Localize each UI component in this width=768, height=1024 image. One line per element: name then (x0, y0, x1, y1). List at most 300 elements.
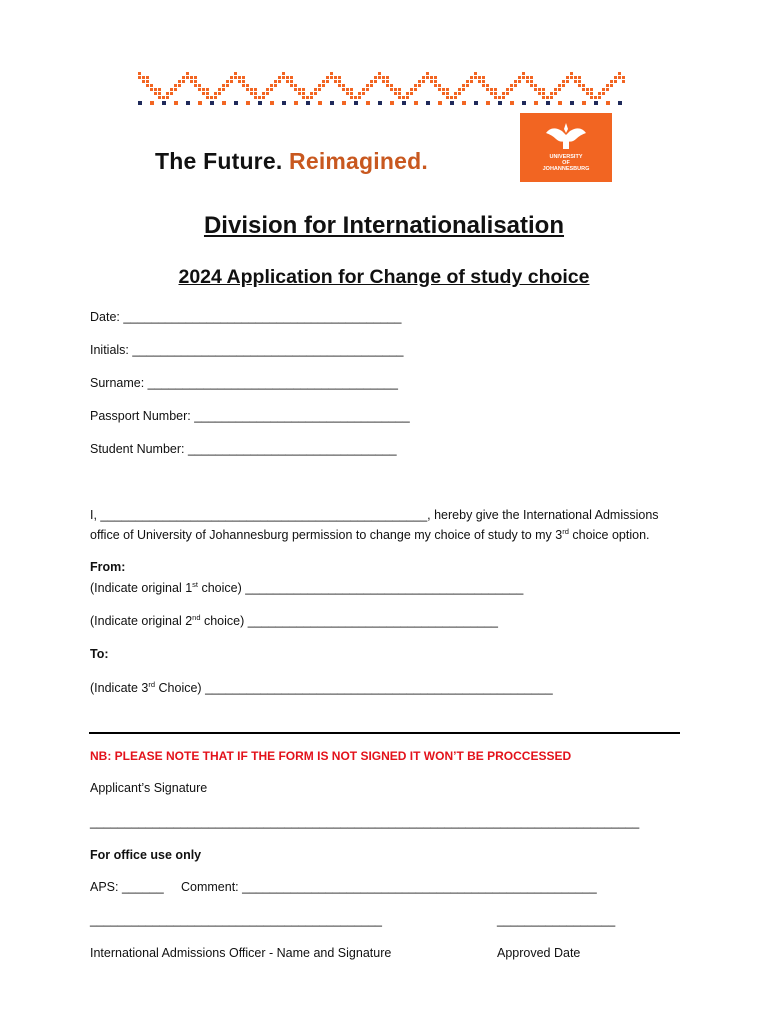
pattern-square (486, 84, 489, 87)
pattern-square (618, 76, 621, 79)
second-choice-sup: nd (192, 613, 201, 622)
pattern-dot (318, 101, 322, 105)
pattern-square (522, 76, 525, 79)
pattern-square (354, 96, 357, 99)
pattern-square (154, 88, 157, 91)
pattern-dot (306, 101, 310, 105)
pattern-square (474, 72, 477, 75)
pattern-square (578, 80, 581, 83)
pattern-square (138, 76, 141, 79)
pattern-square (514, 84, 517, 87)
pattern-square (526, 76, 529, 79)
pattern-square (434, 84, 437, 87)
pattern-square (502, 96, 505, 99)
pattern-square (298, 88, 301, 91)
pattern-square (446, 96, 449, 99)
office-use-heading: For office use only (90, 848, 202, 862)
pattern-square (498, 96, 501, 99)
declaration-line-2 (90, 527, 650, 542)
pattern-square (518, 76, 521, 79)
pattern-square (394, 88, 397, 91)
pattern-square (482, 76, 485, 79)
pattern-square (614, 76, 617, 79)
pattern-square (306, 96, 309, 99)
pattern-square (474, 76, 477, 79)
pattern-square (606, 88, 609, 91)
pattern-dot (282, 101, 286, 105)
pattern-square (366, 88, 369, 91)
declaration-line-1: I, _______________________________________________, hereby give the International Admissions (90, 508, 659, 522)
pattern-square (398, 92, 401, 95)
pattern-square (454, 92, 457, 95)
pattern-square (526, 80, 529, 83)
signature-notice: NB: PLEASE NOTE THAT IF THE FORM IS NOT SIGNED IT WON’T BE PROCCESSED (90, 749, 572, 763)
pattern-square (590, 96, 593, 99)
pattern-dot (222, 101, 226, 105)
pattern-square (398, 88, 401, 91)
pattern-square (518, 80, 521, 83)
signature-line[interactable]: _______________________________________________________________________________ (90, 815, 640, 829)
pattern-square (394, 92, 397, 95)
pattern-square (562, 80, 565, 83)
pattern-square (482, 80, 485, 83)
pattern-square (550, 96, 553, 99)
pattern-dot (402, 101, 406, 105)
third-choice-field[interactable] (90, 680, 553, 695)
pattern-square (282, 72, 285, 75)
pattern-square (582, 84, 585, 87)
pattern-square (214, 96, 217, 99)
pattern-square (478, 80, 481, 83)
pattern-square (434, 80, 437, 83)
pattern-square (234, 72, 237, 75)
pattern-square (146, 80, 149, 83)
pattern-square (534, 84, 537, 87)
pattern-square (190, 80, 193, 83)
second-choice-a: (Indicate original 2 (90, 614, 193, 629)
pattern-square (334, 80, 337, 83)
pattern-square (206, 88, 209, 91)
pattern-dot (330, 101, 334, 105)
pattern-square (350, 92, 353, 95)
pattern-dot (186, 101, 190, 105)
pattern-square (610, 84, 613, 87)
pattern-square (382, 80, 385, 83)
signature-label: Applicant’s Signature (90, 781, 208, 795)
pattern-square (558, 84, 561, 87)
pattern-dot (174, 101, 178, 105)
pattern-dot (390, 101, 394, 105)
pattern-square (594, 96, 597, 99)
pattern-square (366, 84, 369, 87)
pattern-square (190, 76, 193, 79)
logo-text-line1: UNIVERSITY (549, 154, 583, 160)
pattern-square (462, 84, 465, 87)
pattern-dot (582, 101, 586, 105)
surname-field[interactable]: Surname: ____________________________________ (90, 376, 398, 390)
pattern-square (294, 84, 297, 87)
pattern-square (182, 76, 185, 79)
pattern-square (590, 88, 593, 91)
pattern-dot (570, 101, 574, 105)
pattern-square (154, 92, 157, 95)
declaration-sup: rd (562, 527, 569, 536)
pattern-square (194, 84, 197, 87)
pattern-square (222, 84, 225, 87)
pattern-square (254, 88, 257, 91)
pattern-square (182, 80, 185, 83)
pattern-dot (162, 101, 166, 105)
pattern-square (270, 88, 273, 91)
pattern-square (202, 92, 205, 95)
decorative-pattern-banner (138, 70, 628, 106)
pattern-square (446, 88, 449, 91)
pattern-square (274, 80, 277, 83)
pattern-square (590, 92, 593, 95)
pattern-square (302, 96, 305, 99)
third-choice-sup: rd (148, 680, 156, 689)
pattern-square (614, 80, 617, 83)
pattern-square (610, 80, 613, 83)
pattern-dot (138, 101, 142, 105)
pattern-square (254, 92, 257, 95)
pattern-square (602, 92, 605, 95)
logo-text-line3: JOHANNESBURG (542, 166, 590, 172)
pattern-dot (450, 101, 454, 105)
pattern-square (226, 80, 229, 83)
pattern-square (242, 84, 245, 87)
pattern-square (330, 76, 333, 79)
pattern-square (234, 76, 237, 79)
pattern-square (530, 84, 533, 87)
pattern-square (530, 76, 533, 79)
pattern-dot (606, 101, 610, 105)
pattern-square (294, 88, 297, 91)
pattern-square (254, 96, 257, 99)
pattern-square (550, 92, 553, 95)
pattern-square (490, 92, 493, 95)
pattern-square (430, 80, 433, 83)
section-divider (89, 732, 680, 734)
pattern-square (358, 96, 361, 99)
pattern-square (430, 76, 433, 79)
pattern-square (586, 92, 589, 95)
third-choice-b: Choice) __________________________________________________ (155, 681, 553, 696)
pattern-dot (486, 101, 490, 105)
logo-emblem-icon (542, 121, 590, 151)
pattern-square (310, 92, 313, 95)
pattern-square (346, 88, 349, 91)
pattern-square (542, 88, 545, 91)
pattern-square (414, 84, 417, 87)
aps-field[interactable]: APS: ______ (90, 880, 164, 894)
pattern-dot (294, 101, 298, 105)
pattern-dot (150, 101, 154, 105)
pattern-square (198, 88, 201, 91)
pattern-square (142, 80, 145, 83)
pattern-square (210, 96, 213, 99)
pattern-dot (414, 101, 418, 105)
pattern-square (618, 72, 621, 75)
pattern-square (370, 80, 373, 83)
pattern-square (470, 76, 473, 79)
pattern-dot (366, 101, 370, 105)
pattern-square (290, 84, 293, 87)
pattern-square (446, 92, 449, 95)
pattern-square (218, 88, 221, 91)
pattern-square (586, 88, 589, 91)
pattern-square (158, 88, 161, 91)
second-choice-field[interactable] (90, 613, 498, 628)
pattern-square (250, 92, 253, 95)
officer-signature-line[interactable]: __________________________________________ (90, 913, 382, 927)
pattern-dot (210, 101, 214, 105)
first-choice-b: choice) ________________________________________ (198, 581, 524, 596)
pattern-dot (246, 101, 250, 105)
pattern-square (542, 96, 545, 99)
pattern-square (426, 72, 429, 75)
pattern-square (522, 72, 525, 75)
pattern-dot (534, 101, 538, 105)
pattern-square (442, 88, 445, 91)
pattern-square (558, 88, 561, 91)
pattern-square (370, 84, 373, 87)
pattern-square (194, 76, 197, 79)
pattern-square (298, 92, 301, 95)
pattern-square (334, 76, 337, 79)
pattern-square (506, 92, 509, 95)
first-choice-a: (Indicate original 1 (90, 581, 193, 596)
first-choice-sup: st (192, 580, 198, 589)
pattern-square (262, 92, 265, 95)
pattern-square (238, 76, 241, 79)
pattern-square (510, 84, 513, 87)
pattern-square (378, 76, 381, 79)
pattern-square (158, 96, 161, 99)
pattern-square (470, 80, 473, 83)
pattern-square (422, 76, 425, 79)
pattern-square (418, 80, 421, 83)
pattern-square (578, 84, 581, 87)
pattern-square (186, 76, 189, 79)
pattern-square (158, 92, 161, 95)
pattern-square (478, 76, 481, 79)
pattern-square (374, 80, 377, 83)
pattern-dot (474, 101, 478, 105)
pattern-square (422, 80, 425, 83)
pattern-square (450, 96, 453, 99)
pattern-square (338, 80, 341, 83)
tagline (155, 148, 428, 175)
pattern-square (542, 92, 545, 95)
pattern-square (206, 96, 209, 99)
pattern-square (466, 84, 469, 87)
pattern-dot (558, 101, 562, 105)
pattern-square (602, 88, 605, 91)
pattern-square (362, 88, 365, 91)
pattern-square (230, 80, 233, 83)
pattern-square (566, 80, 569, 83)
pattern-square (346, 92, 349, 95)
pattern-square (318, 84, 321, 87)
pattern-square (178, 84, 181, 87)
pattern-square (290, 80, 293, 83)
pattern-square (338, 76, 341, 79)
pattern-square (150, 84, 153, 87)
pattern-square (246, 84, 249, 87)
pattern-dot (510, 101, 514, 105)
pattern-square (186, 72, 189, 75)
pattern-square (174, 88, 177, 91)
pattern-square (530, 80, 533, 83)
pattern-square (494, 92, 497, 95)
pattern-square (362, 92, 365, 95)
pattern-square (194, 80, 197, 83)
pattern-square (286, 80, 289, 83)
pattern-square (318, 88, 321, 91)
pattern-square (322, 80, 325, 83)
pattern-square (174, 84, 177, 87)
pattern-square (214, 92, 217, 95)
pattern-dot (378, 101, 382, 105)
pattern-square (598, 92, 601, 95)
pattern-square (170, 88, 173, 91)
pattern-square (274, 84, 277, 87)
pattern-square (406, 96, 409, 99)
pattern-square (426, 76, 429, 79)
pattern-square (386, 80, 389, 83)
pattern-dot (498, 101, 502, 105)
pattern-dot (234, 101, 238, 105)
pattern-square (326, 76, 329, 79)
pattern-square (206, 92, 209, 95)
pattern-square (434, 76, 437, 79)
pattern-square (406, 92, 409, 95)
pattern-square (538, 92, 541, 95)
pattern-square (250, 88, 253, 91)
pattern-square (138, 72, 141, 75)
pattern-square (170, 92, 173, 95)
declaration-text-a: office of University of Johannesburg permission to change my choice of study to my 3 (90, 528, 563, 543)
pattern-dot (270, 101, 274, 105)
pattern-square (554, 88, 557, 91)
pattern-square (502, 92, 505, 95)
pattern-square (350, 88, 353, 91)
pattern-square (146, 76, 149, 79)
pattern-square (410, 88, 413, 91)
pattern-square (534, 88, 537, 91)
pattern-square (570, 76, 573, 79)
pattern-square (622, 76, 625, 79)
pattern-square (314, 92, 317, 95)
pattern-square (458, 88, 461, 91)
third-choice-a: (Indicate 3 (90, 681, 149, 696)
pattern-square (374, 76, 377, 79)
page-subtitle: 2024 Application for Change of study choice (178, 266, 590, 288)
pattern-square (150, 88, 153, 91)
date-field[interactable]: Date: ________________________________________ (90, 310, 402, 324)
second-choice-b: choice) ____________________________________ (200, 614, 499, 629)
pattern-square (454, 96, 457, 99)
pattern-square (350, 96, 353, 99)
pattern-square (386, 76, 389, 79)
pattern-square (538, 88, 541, 91)
pattern-dot (258, 101, 262, 105)
from-heading: From: (90, 560, 126, 574)
student-number-field[interactable]: Student Number: ______________________________ (90, 442, 397, 456)
pattern-square (282, 76, 285, 79)
pattern-square (330, 72, 333, 75)
pattern-square (382, 76, 385, 79)
pattern-square (266, 88, 269, 91)
pattern-square (302, 92, 305, 95)
first-choice-field[interactable] (90, 580, 523, 595)
pattern-square (242, 80, 245, 83)
pattern-square (398, 96, 401, 99)
pattern-square (574, 76, 577, 79)
pattern-square (458, 92, 461, 95)
initials-field[interactable]: Initials: _______________________________________ (90, 343, 404, 357)
pattern-dot (618, 101, 622, 105)
pattern-square (510, 88, 513, 91)
pattern-square (238, 80, 241, 83)
pattern-square (390, 88, 393, 91)
pattern-square (342, 84, 345, 87)
pattern-square (466, 80, 469, 83)
pattern-square (322, 84, 325, 87)
pattern-square (514, 80, 517, 83)
comment-field[interactable]: Comment: ___________________________________________________ (181, 880, 597, 894)
pattern-square (402, 96, 405, 99)
pattern-square (258, 96, 261, 99)
pattern-square (606, 84, 609, 87)
pattern-dot (594, 101, 598, 105)
logo-text-line2: OF (562, 160, 570, 166)
pattern-square (482, 84, 485, 87)
approved-date-line[interactable]: _________________ (497, 913, 616, 927)
pattern-square (358, 92, 361, 95)
pattern-square (246, 88, 249, 91)
pattern-square (462, 88, 465, 91)
pattern-square (270, 84, 273, 87)
passport-number-field[interactable]: Passport Number: _______________________________ (90, 409, 410, 423)
university-logo (520, 113, 612, 182)
pattern-square (166, 96, 169, 99)
pattern-square (166, 92, 169, 95)
pattern-dot (354, 101, 358, 105)
pattern-square (486, 88, 489, 91)
pattern-square (142, 76, 145, 79)
pattern-square (622, 80, 625, 83)
pattern-square (386, 84, 389, 87)
pattern-square (598, 96, 601, 99)
to-heading: To: (90, 647, 109, 661)
pattern-square (494, 96, 497, 99)
pattern-square (554, 92, 557, 95)
pattern-square (438, 84, 441, 87)
pattern-square (390, 84, 393, 87)
pattern-square (442, 92, 445, 95)
pattern-square (302, 88, 305, 91)
pattern-square (242, 76, 245, 79)
pattern-square (286, 76, 289, 79)
pattern-square (490, 88, 493, 91)
pattern-square (146, 84, 149, 87)
pattern-square (414, 88, 417, 91)
pattern-dot (522, 101, 526, 105)
pattern-square (230, 76, 233, 79)
pattern-dot (198, 101, 202, 105)
